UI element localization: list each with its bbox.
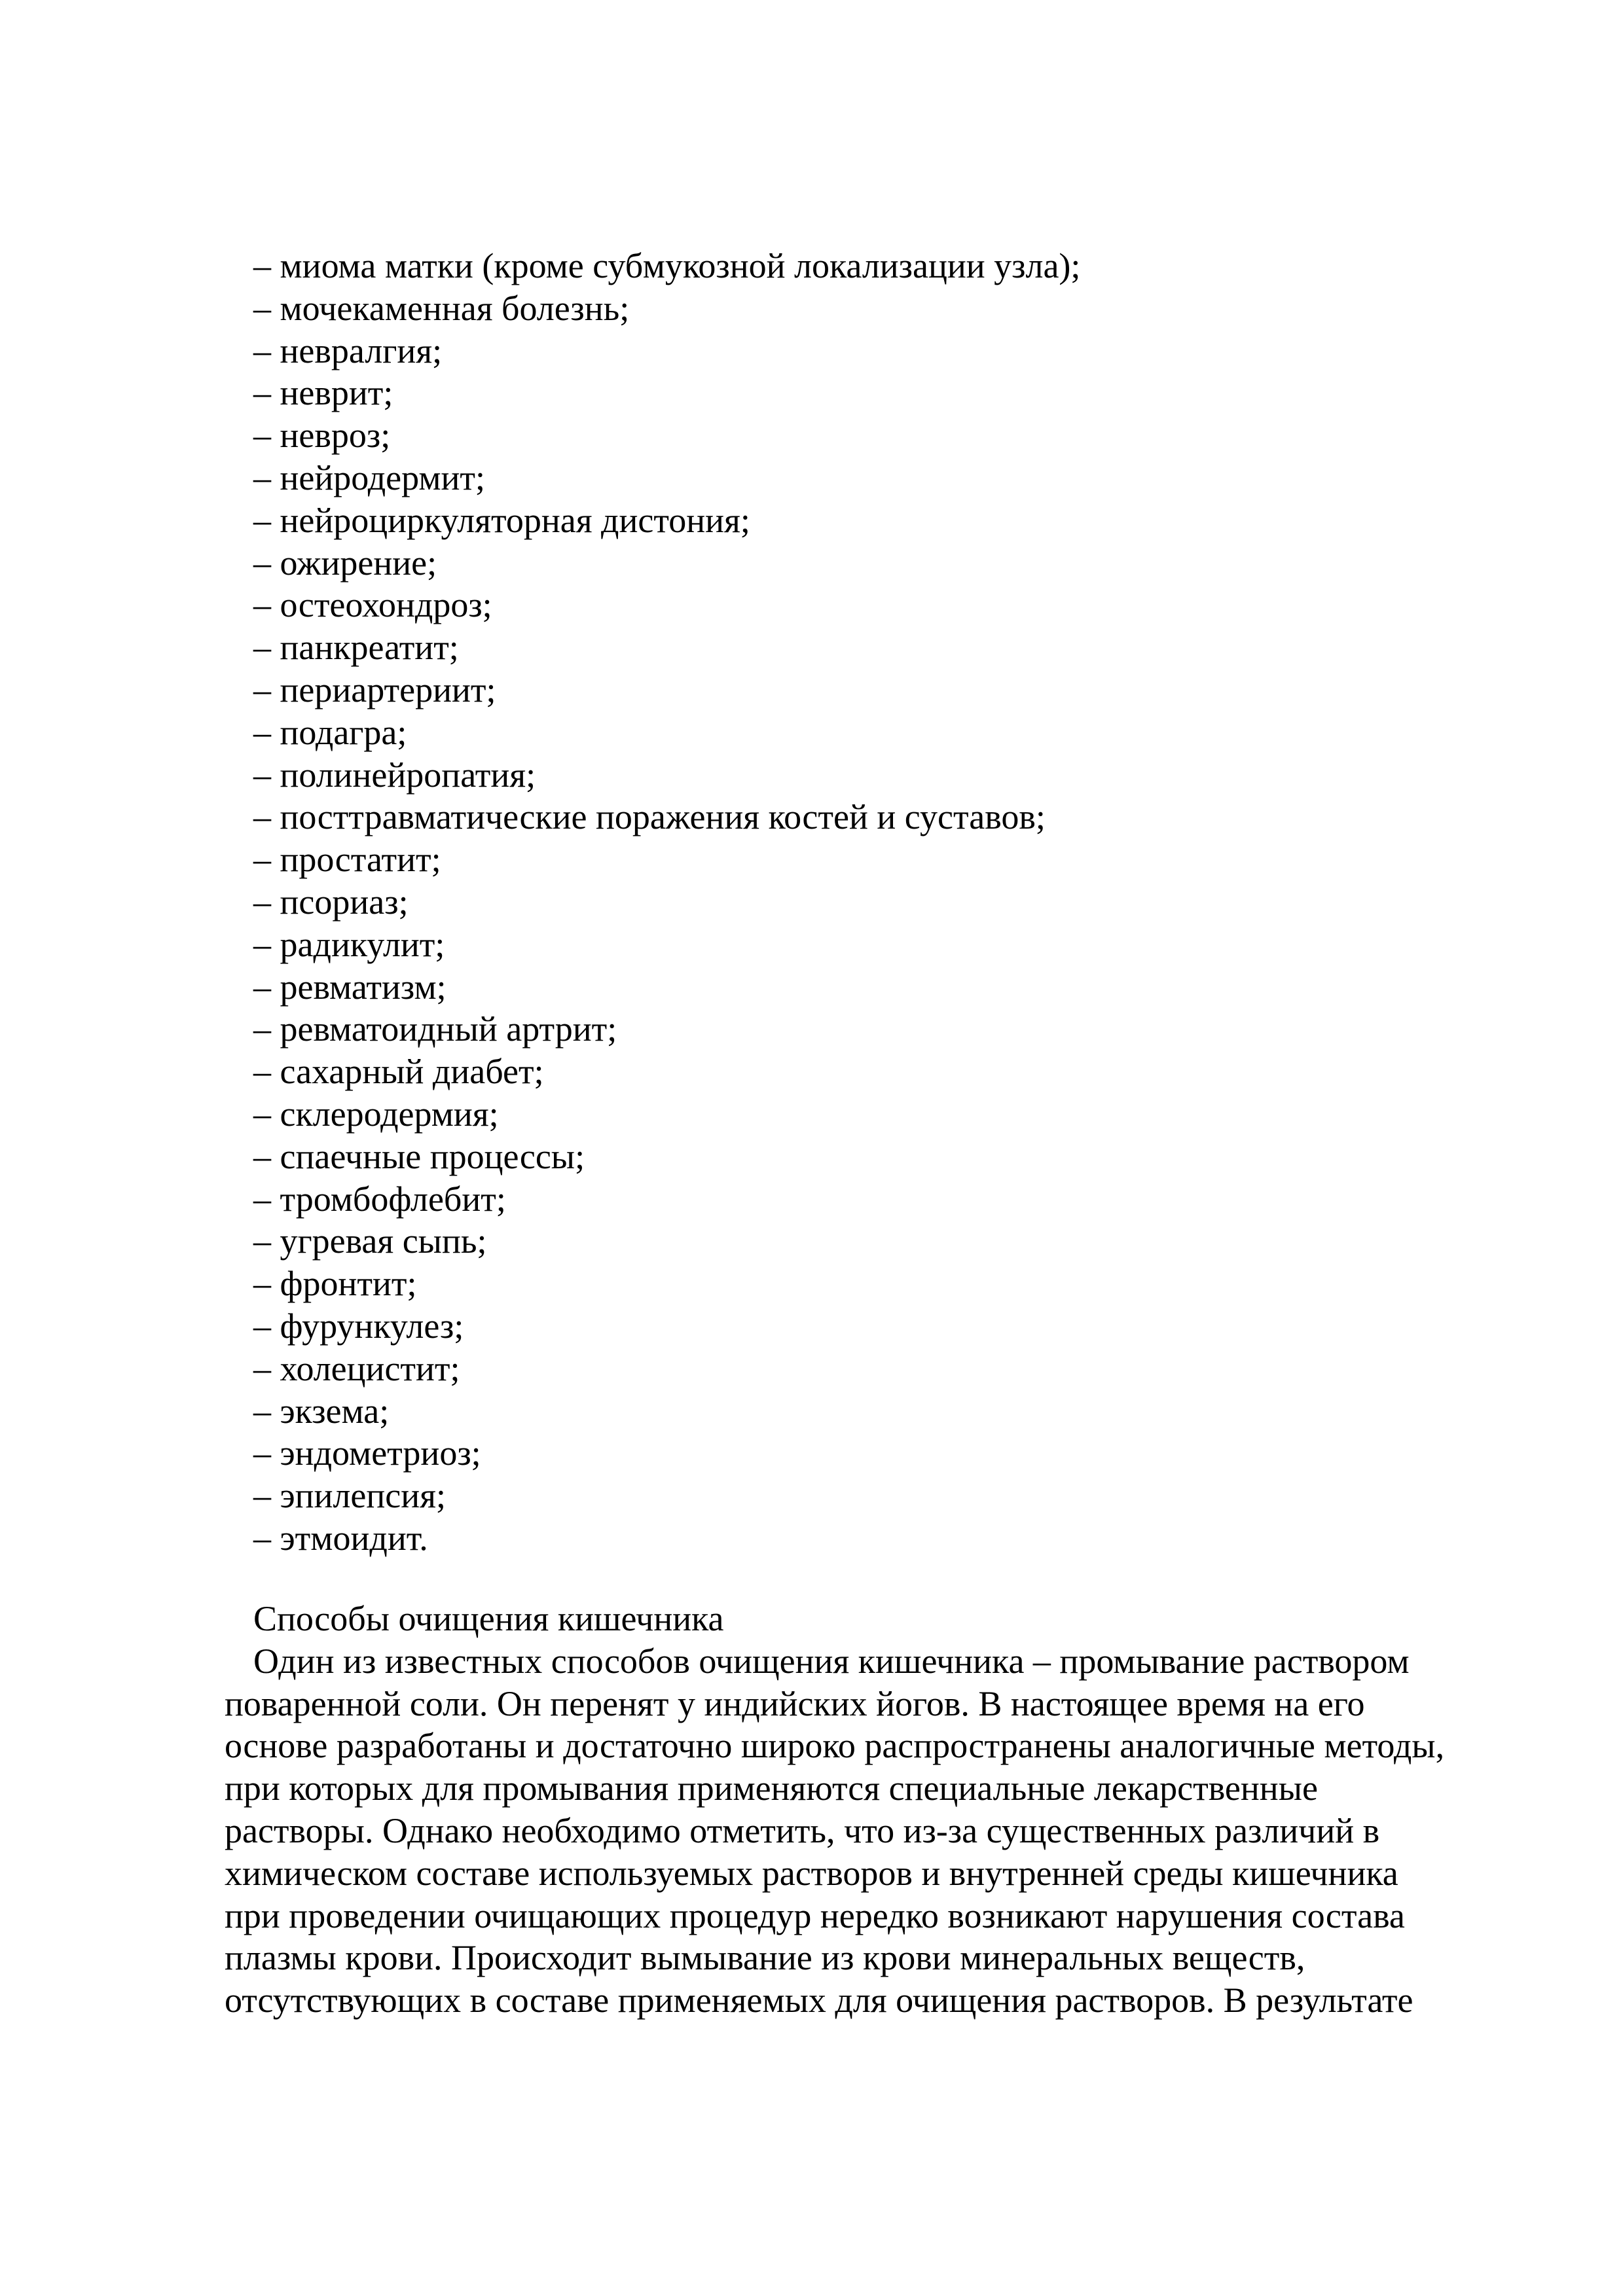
list-item: – простатит;: [253, 840, 441, 880]
bowel-cleansing-section: [225, 1598, 1527, 2022]
list-item: – склеродермия;: [253, 1094, 499, 1134]
list-item: – панкреатит;: [253, 628, 459, 668]
paragraph-line: поваренной соли. Он перенят у индийских йогов. В настоящее время на его: [225, 1683, 1365, 1723]
paragraph-line: химическом составе используемых растворов и внутренней среды кишечника: [225, 1853, 1398, 1893]
list-item: – посттравматические поражения костей и суставов;: [253, 797, 1046, 837]
list-item: – этмоидит.: [253, 1518, 428, 1558]
list-item: – фронтит;: [253, 1264, 417, 1304]
list-item: – радикулит;: [253, 924, 445, 964]
list-item: – сахарный диабет;: [253, 1052, 544, 1092]
list-item: – спаечные процессы;: [253, 1136, 585, 1176]
paragraph-line: плазмы крови. Происходит вымывание из крови минеральных веществ,: [225, 1938, 1305, 1978]
list-item: – экзема;: [253, 1391, 390, 1431]
list-item: – ревматоидный артрит;: [253, 1009, 617, 1049]
section-heading: Способы очищения кишечника: [253, 1599, 724, 1638]
paragraph-line: при которых для промывания применяются специальные лекарственные: [225, 1768, 1318, 1808]
paragraph-line: при проведении очищающих процедур нередко возникают нарушения состава: [225, 1895, 1405, 1935]
disease-list: [253, 245, 1080, 1560]
list-item: – невроз;: [253, 416, 391, 456]
list-item: – полинейропатия;: [253, 755, 536, 795]
list-item: – тромбофлебит;: [253, 1179, 506, 1219]
list-item: – нейродермит;: [253, 457, 486, 497]
paragraph-line: растворы. Однако необходимо отметить, что из-за существенных различий в: [225, 1810, 1380, 1850]
list-item: – невралгия;: [253, 331, 443, 370]
list-item: – эндометриоз;: [253, 1433, 481, 1473]
list-item: – фурункулез;: [253, 1306, 464, 1346]
paragraph-line: основе разработаны и достаточно широко распространены аналогичные методы,: [225, 1726, 1445, 1766]
list-item: – ревматизм;: [253, 967, 447, 1007]
list-item: – остеохондроз;: [253, 585, 492, 625]
list-item: – периартериит;: [253, 670, 496, 709]
list-item: – эпилепсия;: [253, 1476, 446, 1516]
list-item: – псориаз;: [253, 882, 409, 922]
list-item: – мочекаменная болезнь;: [253, 288, 630, 328]
list-item: – холецистит;: [253, 1348, 460, 1388]
paragraph-line: Один из известных способов очищения кишечника – промывание раствором: [253, 1641, 1410, 1681]
list-item: – ожирение;: [253, 543, 437, 583]
list-item: – миома матки (кроме субмукозной локализации узла);: [253, 246, 1081, 285]
list-item: – подагра;: [253, 712, 407, 752]
list-item: – нейроциркуляторная дистония;: [253, 500, 750, 540]
paragraph-line: отсутствующих в составе применяемых для очищения растворов. В результате: [225, 1981, 1413, 2020]
section-paragraph: [225, 1640, 1527, 2022]
list-item: – угревая сыпь;: [253, 1221, 487, 1261]
list-item: – неврит;: [253, 373, 393, 413]
